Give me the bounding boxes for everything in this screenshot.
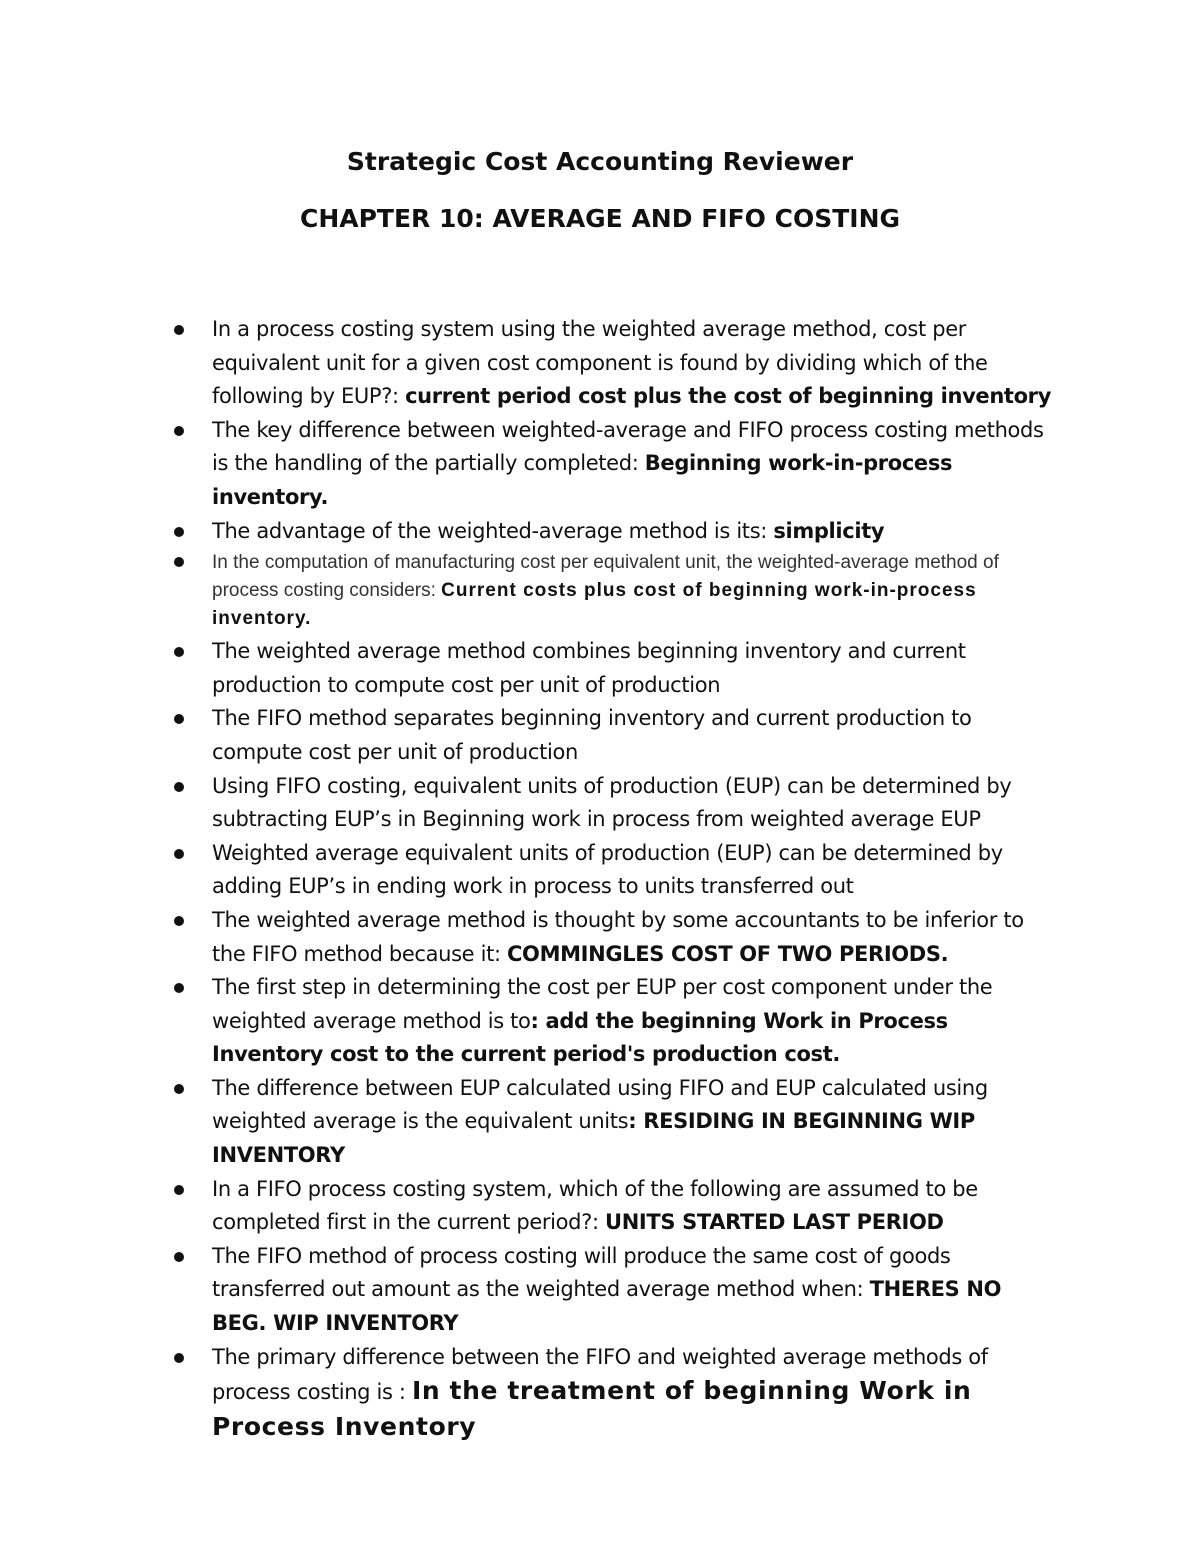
bullet-icon: [174, 1185, 184, 1195]
question-text: The FIFO method of process costing will produce the same cost of goods transferred out amount as the weighted average method when:: [212, 1243, 951, 1302]
list-item: [170, 313, 1060, 414]
answer-text: Current costs plus cost of beginning work-in-process inventory.: [212, 580, 977, 630]
answer-text: current period cost plus the cost of beginning inventory: [405, 384, 1052, 409]
list-item: [170, 515, 1060, 549]
bullet-icon: [174, 714, 184, 724]
bullet-icon: [174, 325, 184, 335]
bullet-icon: [174, 1084, 184, 1094]
question-text: The primary difference between the FIFO and weighted average methods of process costing is :: [212, 1344, 988, 1405]
question-text: In a FIFO process costing system, which of the following are assumed to be completed first in the current period?:: [212, 1176, 978, 1235]
answer-text: THERES NO BEG. WIP INVENTORY: [212, 1277, 1002, 1336]
bullet-icon: [174, 426, 184, 436]
list-item: [170, 904, 1060, 971]
bullet-icon: [174, 983, 184, 993]
statement-text: The weighted average method combines beginning inventory and current production to compute cost per unit of production: [212, 639, 966, 697]
list-item: [170, 1341, 1060, 1446]
statement-text: Weighted average equivalent units of production (EUP) can be determined by adding EUP’s in ending work in process to units transferred out: [212, 840, 1003, 899]
chapter-heading: CHAPTER 10: AVERAGE AND FIFO COSTING: [299, 204, 901, 233]
list-item: [170, 837, 1060, 904]
bullet-icon: [174, 557, 184, 567]
bullet-icon: [174, 647, 184, 657]
answer-text: Beginning work-in-process inventory.: [212, 451, 953, 509]
question-text: The weighted average method is thought by some accountants to be inferior to the FIFO method because it:: [212, 907, 1024, 966]
question-text: In the computation of manufacturing cost per equivalent unit, the weighted-average method of process costing considers:: [212, 552, 999, 602]
list-item: [170, 1240, 1060, 1341]
answer-text: simplicity: [773, 518, 885, 543]
list-item: [170, 1173, 1060, 1240]
bullet-icon: [174, 1353, 184, 1363]
list-item: [170, 548, 1060, 635]
question-text: The first step in determining the cost per EUP per cost component under the weighted average method is to: [212, 975, 993, 1033]
list-item: [170, 635, 1060, 702]
list-item: [170, 1072, 1060, 1173]
bullet-icon: [174, 849, 184, 859]
list-item: [170, 770, 1060, 837]
statement-text: Using FIFO costing, equivalent units of production (EUP) can be determined by subtracting EUP’s in Beginning work in process from weighted average EUP: [212, 773, 1012, 832]
bullet-icon: [174, 1252, 184, 1262]
answer-text: UNITS STARTED LAST PERIOD: [605, 1210, 944, 1235]
list-item: [170, 971, 1060, 1072]
bullet-icon: [174, 527, 184, 537]
answer-text: : add the beginning Work in Process Inventory cost to the current period's production cost.: [212, 1008, 948, 1067]
bullet-icon: [174, 782, 184, 792]
document-title: Strategic Cost Accounting Reviewer: [346, 147, 854, 176]
answer-text: In the treatment of beginning Work in Process Inventory: [212, 1376, 972, 1441]
bullet-icon: [174, 916, 184, 926]
answer-text: : RESIDING IN BEGINNING WIP INVENTORY: [212, 1109, 975, 1168]
list-item: [170, 414, 1060, 515]
question-text: The difference between EUP calculated using FIFO and EUP calculated using weighted average is the equivalent units: [212, 1075, 988, 1134]
reviewer-bullet-list: [170, 313, 1060, 1445]
list-item: [170, 702, 1060, 769]
question-text: In a process costing system using the weighted average method, cost per equivalent unit for a given cost component is found by dividing which of the following by EUP?:: [212, 317, 988, 409]
question-text: The advantage of the weighted-average method is its:: [212, 518, 774, 543]
statement-text: The FIFO method separates beginning inventory and current production to compute cost per unit of production: [212, 706, 972, 764]
question-text: The key difference between weighted-average and FIFO process costing methods is the handling of the partially completed:: [212, 417, 1044, 476]
answer-text: COMMINGLES COST OF TWO PERIODS.: [507, 941, 949, 966]
